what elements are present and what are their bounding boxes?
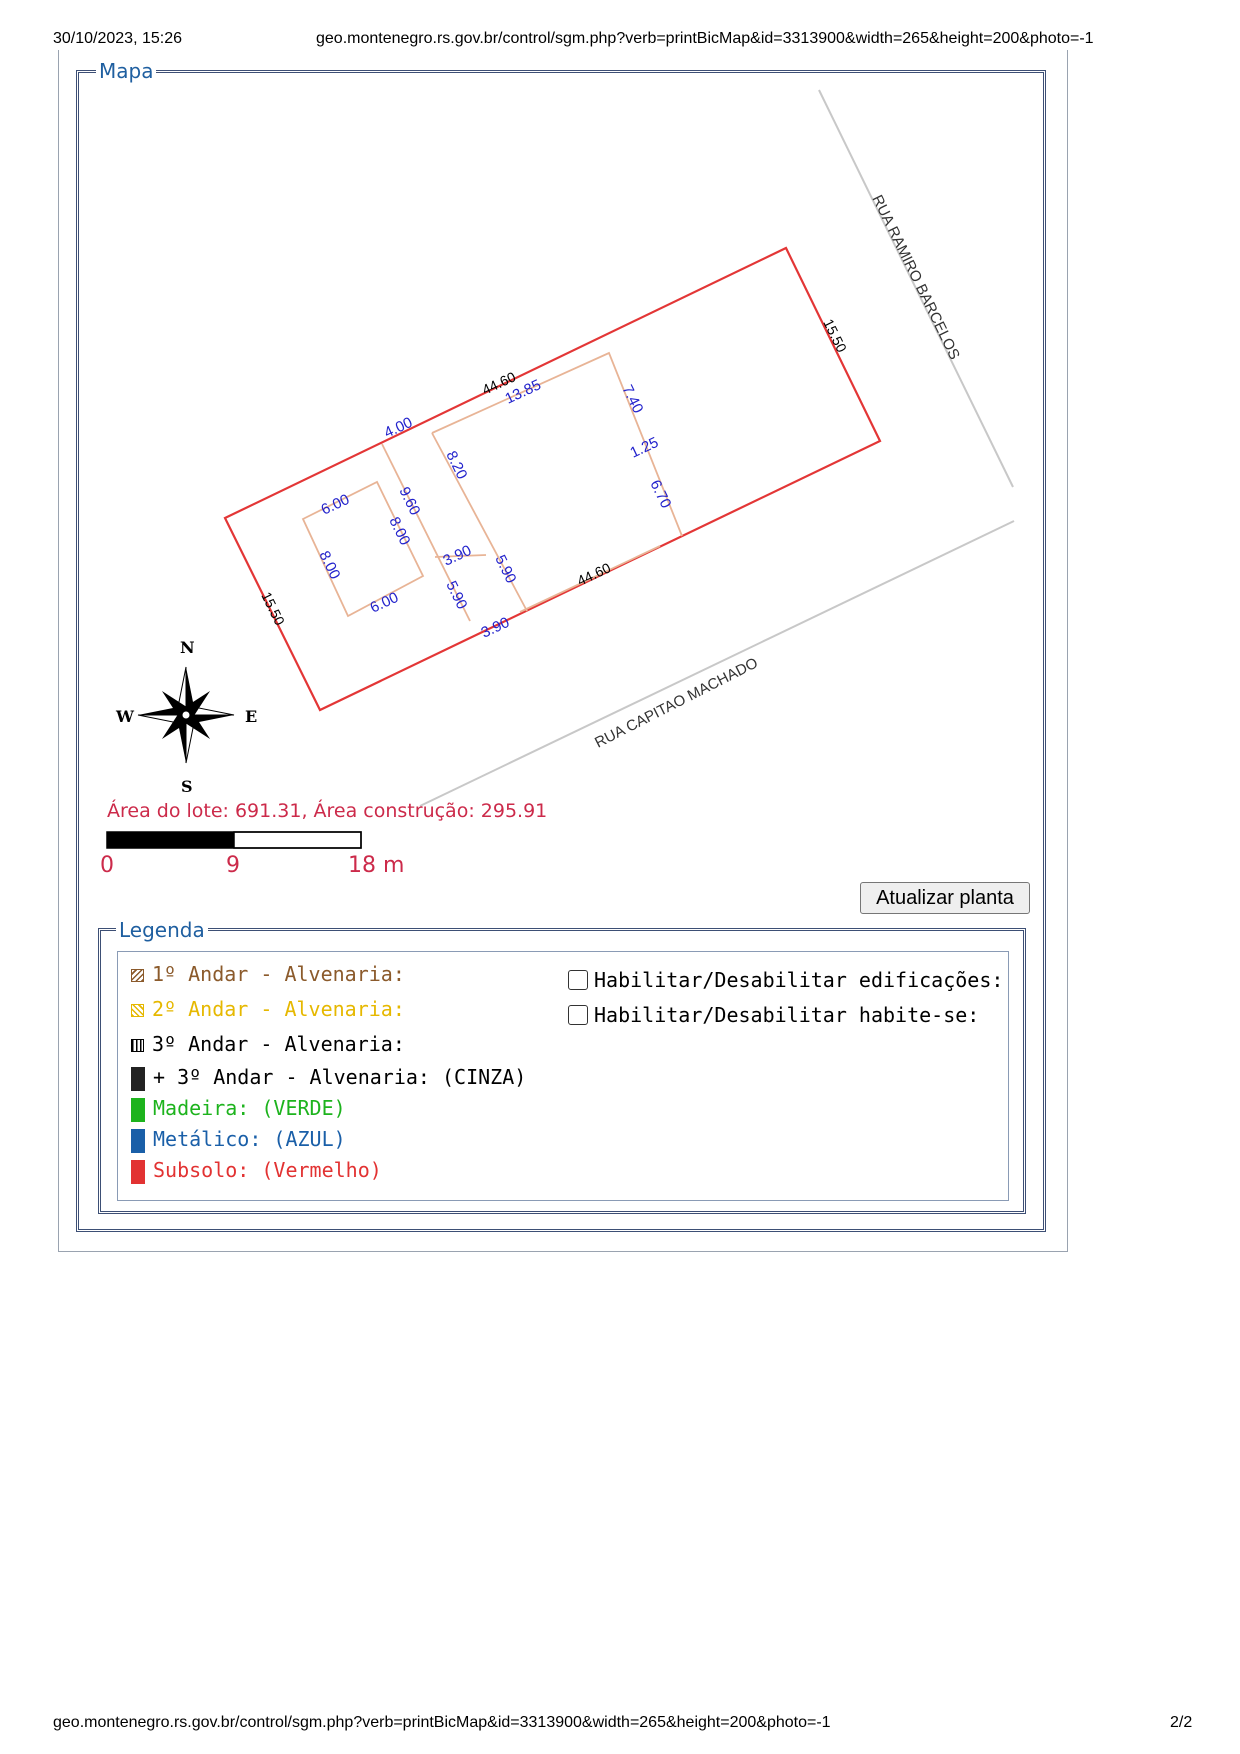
dim-label: 13.85 <box>502 376 544 408</box>
compass-w: W <box>116 707 134 726</box>
dim-label: 6.70 <box>646 477 675 512</box>
print-url: geo.montenegro.rs.gov.br/control/sgm.php?verb=printBicMap&id=3313900&width=265&height=200&photo=-1 <box>316 30 1094 47</box>
legend-title: Legenda <box>116 919 208 941</box>
toggle-habitese-label: Habilitar/Desabilitar habite-se: <box>594 1003 980 1027</box>
dim-label: 5.90 <box>491 552 520 587</box>
legend-item-floor3plus <box>131 1065 526 1091</box>
legend-item-floor3 <box>131 1032 405 1056</box>
color-swatch-icon <box>131 1067 145 1091</box>
scale-label-0: 0 <box>100 853 114 878</box>
dim-label: 7.40 <box>618 382 647 417</box>
lot-dim-top: 44.60 <box>479 368 519 398</box>
building-dimension-labels <box>315 376 674 641</box>
dim-label: 3.90 <box>478 613 513 642</box>
scale-label-9: 9 <box>226 853 240 878</box>
dim-label: 8.00 <box>385 514 414 549</box>
street-label-ramiro: RUA RAMIRO BARCELOS <box>868 192 963 363</box>
area-text: Área do lote: 691.31, Área construção: 295.91 <box>107 800 548 822</box>
update-map-button[interactable]: Atualizar planta <box>860 882 1030 914</box>
toggle-buildings-checkbox[interactable] <box>568 970 588 990</box>
compass-s: S <box>181 777 193 796</box>
hatch-icon <box>131 969 144 982</box>
compass-n: N <box>180 638 195 657</box>
legend-item-floor2 <box>131 997 405 1021</box>
dim-label: 8.20 <box>442 448 471 483</box>
dim-label: 3.90 <box>440 541 475 570</box>
legend-item-metal <box>131 1127 346 1153</box>
compass-rose-icon <box>115 638 257 796</box>
color-swatch-icon <box>131 1129 145 1153</box>
legend-item-label: Metálico: (AZUL) <box>153 1127 346 1151</box>
lot-dim-right: 15.50 <box>820 316 851 355</box>
lot-dim-bottom: 44.60 <box>574 559 614 589</box>
color-swatch-icon <box>131 1098 145 1122</box>
legend-fieldset <box>98 918 1026 1214</box>
legend-box <box>117 951 1009 1201</box>
legend-item-label: 1º Andar - Alvenaria: <box>152 962 405 986</box>
legend-item-label: Subsolo: (Vermelho) <box>153 1158 382 1182</box>
scale-label-18: 18 m <box>348 853 405 878</box>
dim-label: 5.90 <box>442 578 471 613</box>
footer-url: geo.montenegro.rs.gov.br/control/sgm.php?verb=printBicMap&id=3313900&width=265&height=200&photo=-1 <box>53 1714 831 1731</box>
legend-item-floor1 <box>131 962 405 986</box>
legend-item-label: + 3º Andar - Alvenaria: (CINZA) <box>153 1065 527 1089</box>
map-legend-title: Mapa <box>96 60 156 82</box>
footer-page-number: 2/2 <box>1170 1714 1193 1731</box>
hatch-icon <box>131 1039 144 1052</box>
dim-label: 6.00 <box>367 588 402 617</box>
toggle-habitese-row[interactable] <box>568 1003 979 1027</box>
legend-item-wood <box>131 1096 346 1122</box>
legend-item-label: 2º Andar - Alvenaria: <box>152 997 405 1021</box>
dim-label: 9.60 <box>395 484 424 519</box>
compass-e: E <box>245 707 258 726</box>
scale-bar <box>100 832 404 878</box>
legend-item-label: Madeira: (VERDE) <box>153 1096 346 1120</box>
print-datetime: 30/10/2023, 15:26 <box>53 30 183 47</box>
dim-label: 6.00 <box>318 490 353 519</box>
dim-label: 1.25 <box>627 433 662 462</box>
toggle-buildings-row[interactable] <box>568 968 1003 992</box>
legend-item-label: 3º Andar - Alvenaria: <box>152 1032 405 1056</box>
lot-dim-left: 15.50 <box>258 589 289 628</box>
hatch-icon <box>131 1004 144 1017</box>
legend-item-basement <box>131 1158 382 1184</box>
color-swatch-icon <box>131 1160 145 1184</box>
toggle-buildings-label: Habilitar/Desabilitar edificações: <box>594 968 1004 992</box>
street-label-capitao: RUA CAPITAO MACHADO <box>592 654 761 752</box>
lot-outline <box>225 248 880 710</box>
dim-label: 4.00 <box>381 413 416 442</box>
toggle-habitese-checkbox[interactable] <box>568 1005 588 1025</box>
dim-label: 8.00 <box>315 548 344 583</box>
